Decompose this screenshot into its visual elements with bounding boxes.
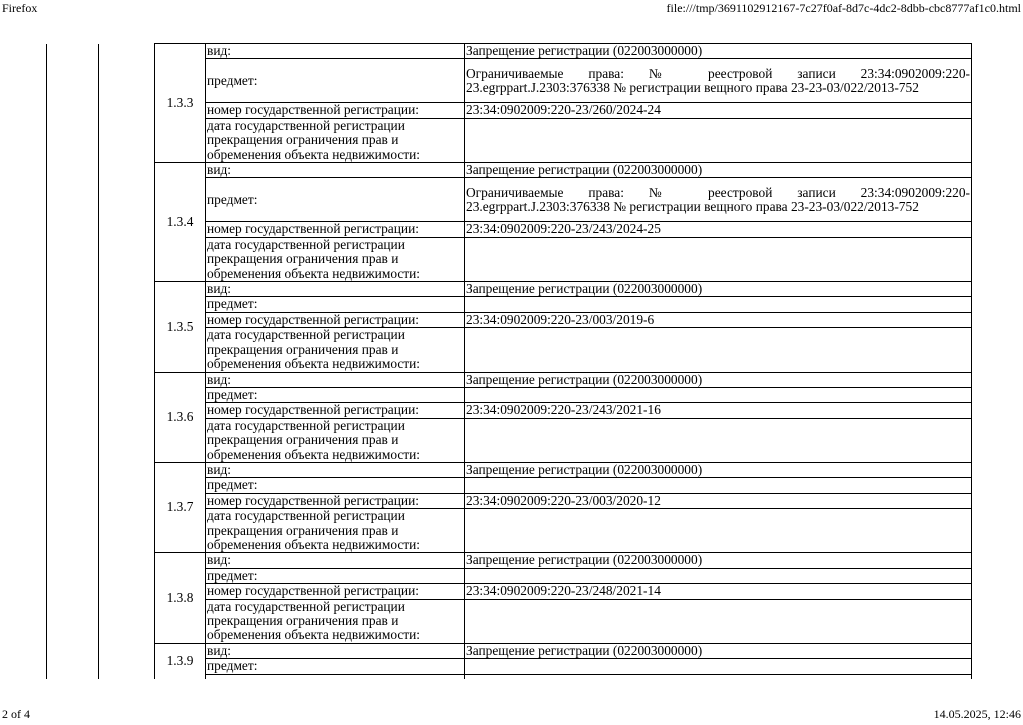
value-predmet	[465, 297, 972, 312]
label-data: дата государственной регистрации прекращения ограничения прав и обременения объекта недвижимости:	[206, 509, 465, 553]
label-vid: вид:	[206, 163, 465, 178]
table-row	[155, 387, 972, 402]
value-vid: Запрещение регистрации (022003000000)	[465, 282, 972, 297]
table-row	[155, 163, 972, 178]
value-predmet	[465, 478, 972, 493]
page-url: file:///tmp/3691102912167-7c27f0af-8d7c-4dc2-8dbb-cbc8777af1c0.html	[666, 1, 1021, 15]
label-predmet: предмет:	[206, 568, 465, 583]
value-vid: Запрещение регистрации (022003000000)	[465, 553, 972, 568]
value-predmet	[465, 387, 972, 402]
record-number: 1.3.7	[155, 462, 206, 552]
value-vid: Запрещение регистрации (022003000000)	[465, 372, 972, 387]
table-row	[155, 282, 972, 297]
value-vid: Запрещение регистрации (022003000000)	[465, 643, 972, 658]
label-predmet: предмет:	[206, 59, 465, 103]
value-data	[465, 418, 972, 462]
table-row	[155, 553, 972, 568]
table-row	[155, 462, 972, 477]
table-row	[155, 59, 972, 103]
table-row	[155, 222, 972, 237]
label-nomer: номер государственной регистрации:	[206, 103, 465, 118]
table-row	[155, 237, 972, 281]
table-row	[155, 568, 972, 583]
record-number: 1.3.3	[155, 44, 206, 163]
label-predmet: предмет:	[206, 659, 465, 674]
value-data	[465, 328, 972, 372]
label-predmet: предмет:	[206, 478, 465, 493]
table-row	[155, 478, 972, 493]
record-number: 1.3.6	[155, 372, 206, 462]
label-nomer: номер государственной регистрации:	[206, 493, 465, 508]
value-vid: Запрещение регистрации (022003000000)	[465, 163, 972, 178]
table-row	[155, 584, 972, 599]
value-predmet	[465, 659, 972, 674]
left-border-line	[46, 44, 47, 679]
table-cut-cell	[206, 674, 465, 679]
table-row	[155, 297, 972, 312]
label-nomer: номер государственной регистрации:	[206, 222, 465, 237]
table-row	[155, 372, 972, 387]
label-data: дата государственной регистрации прекращения ограничения прав и обременения объекта недвижимости:	[206, 328, 465, 372]
label-vid: вид:	[206, 44, 465, 59]
print-datetime: 14.05.2025, 12:46	[933, 707, 1021, 721]
label-data: дата государственной регистрации прекращения ограничения прав и обременения объекта недвижимости:	[206, 418, 465, 462]
table-row	[155, 178, 972, 222]
value-data	[465, 237, 972, 281]
label-vid: вид:	[206, 372, 465, 387]
label-vid: вид:	[206, 553, 465, 568]
browser-name: Firefox	[2, 1, 38, 15]
record-number: 1.3.8	[155, 553, 206, 643]
label-data: дата государственной регистрации прекращения ограничения прав и обременения объекта недвижимости:	[206, 237, 465, 281]
left-border-line	[98, 44, 99, 679]
label-vid: вид:	[206, 643, 465, 658]
value-vid: Запрещение регистрации (022003000000)	[465, 44, 972, 59]
value-predmet	[465, 568, 972, 583]
value-data	[465, 509, 972, 553]
label-nomer: номер государственной регистрации:	[206, 584, 465, 599]
value-data	[465, 118, 972, 162]
record-number: 1.3.9	[155, 643, 206, 678]
label-vid: вид:	[206, 282, 465, 297]
table-row	[155, 643, 972, 658]
value-vid: Запрещение регистрации (022003000000)	[465, 462, 972, 477]
encumbrance-table	[154, 43, 972, 679]
table-row	[155, 103, 972, 118]
table-row	[155, 674, 972, 679]
label-predmet: предмет:	[206, 178, 465, 222]
value-nomer: 23:34:0902009:220-23/003/2019-6	[465, 312, 972, 327]
label-predmet: предмет:	[206, 387, 465, 402]
table-row	[155, 118, 972, 162]
value-nomer: 23:34:0902009:220-23/003/2020-12	[465, 493, 972, 508]
label-nomer: номер государственной регистрации:	[206, 403, 465, 418]
label-data: дата государственной регистрации прекращения ограничения прав и обременения объекта недвижимости:	[206, 118, 465, 162]
label-nomer: номер государственной регистрации:	[206, 312, 465, 327]
record-number: 1.3.4	[155, 163, 206, 282]
page-indicator: 2 of 4	[2, 707, 30, 721]
table-row	[155, 44, 972, 59]
value-nomer: 23:34:0902009:220-23/243/2024-25	[465, 222, 972, 237]
label-data: дата государственной регистрации прекращения ограничения прав и обременения объекта недвижимости:	[206, 599, 465, 643]
table-cut-cell	[465, 674, 972, 679]
label-vid: вид:	[206, 462, 465, 477]
value-nomer: 23:34:0902009:220-23/248/2021-14	[465, 584, 972, 599]
table-row	[155, 328, 972, 372]
table-row	[155, 659, 972, 674]
value-data	[465, 599, 972, 643]
value-nomer: 23:34:0902009:220-23/260/2024-24	[465, 103, 972, 118]
value-predmet: Ограничиваемые права: № реестровой записи 23:34:0902009:220-23.egrppart.J.2303:376338 № регистрации вещного права 23-23-03/022/2013-752	[465, 178, 972, 222]
table-row	[155, 403, 972, 418]
record-number: 1.3.5	[155, 282, 206, 372]
value-predmet: Ограничиваемые права: № реестровой записи 23:34:0902009:220-23.egrppart.J.2303:376338 № регистрации вещного права 23-23-03/022/2013-752	[465, 59, 972, 103]
table-row	[155, 312, 972, 327]
table-row	[155, 509, 972, 553]
value-nomer: 23:34:0902009:220-23/243/2021-16	[465, 403, 972, 418]
label-predmet: предмет:	[206, 297, 465, 312]
table-row	[155, 493, 972, 508]
table-row	[155, 418, 972, 462]
table-row	[155, 599, 972, 643]
